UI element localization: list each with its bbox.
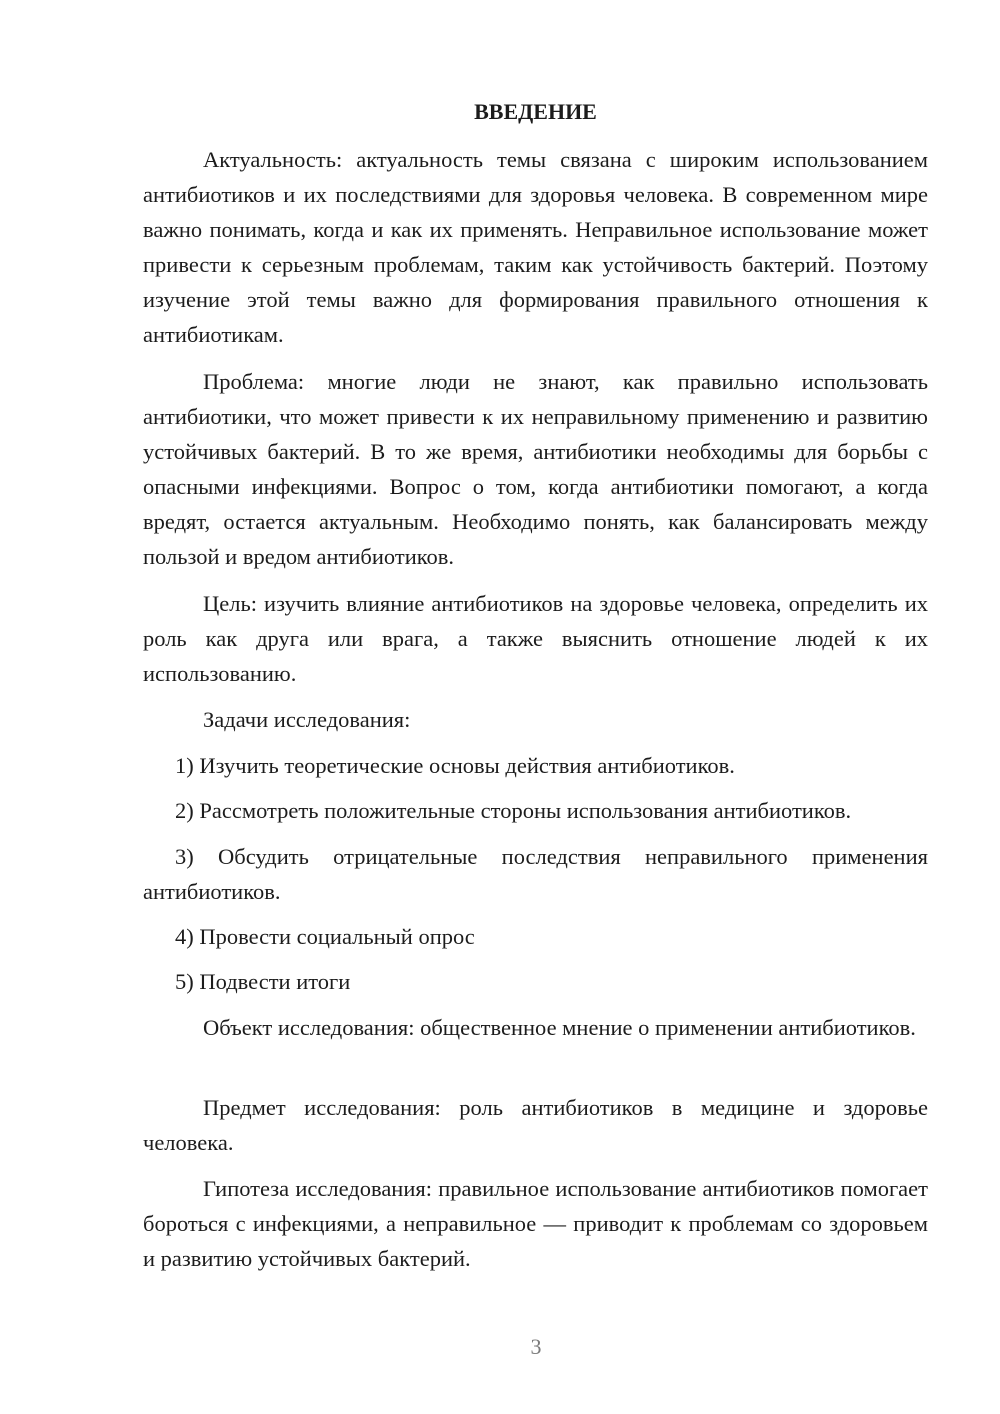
task-item-1: 1) Изучить теоретические основы действия антибиотиков.	[175, 753, 735, 778]
problem-paragraph: Проблема: многие люди не знают, как правильно использовать антибиотики, что может привести к их неправильному применению и развитию устойчивых бактерий. В то же время, антибиотики необходимы для борьбы с опасными инфекциями. Вопрос о том, когда антибиотики помогают, а когда вредят, остается актуальным. Необходимо понять, как балансировать между пользой и вредом антибиотиков.	[143, 369, 928, 569]
goal-paragraph: Цель: изучить влияние антибиотиков на здоровье человека, определить их роль как друга или врага, а также выяснить отношение людей к их использованию.	[143, 591, 928, 686]
task-item-4: 4) Провести социальный опрос	[175, 924, 475, 949]
subject-paragraph: Предмет исследования: роль антибиотиков в медицине и здоровье человека.	[143, 1095, 928, 1155]
task-item-5: 5) Подвести итоги	[175, 969, 351, 994]
hypothesis-paragraph: Гипотеза исследования: правильное использование антибиотиков помогает бороться с инфекциями, а неправильное — приводит к проблемам со здоровьем и развитию устойчивых бактерий.	[143, 1176, 928, 1271]
page-title: ВВЕДЕНИЕ	[474, 99, 597, 124]
page-number: 3	[530, 1334, 542, 1359]
relevance-paragraph: Актуальность: актуальность темы связана с широким использованием антибиотиков и их последствиями для здоровья человека. В современном мире важно понимать, когда и как их применять. Неправильное использование может привести к серьезным проблемам, таким как устойчивость бактерий. Поэтому изучение этой темы важно для формирования правильного отношения к антибиотикам.	[143, 147, 928, 347]
object-paragraph: Объект исследования: общественное мнение о применении антибиотиков.	[203, 1015, 916, 1040]
task-item-3: 3) Обсудить отрицательные последствия неправильного применения антибиотиков.	[143, 844, 928, 904]
task-item-2: 2) Рассмотреть положительные стороны использования антибиотиков.	[175, 798, 852, 823]
tasks-heading: Задачи исследования:	[203, 707, 411, 732]
